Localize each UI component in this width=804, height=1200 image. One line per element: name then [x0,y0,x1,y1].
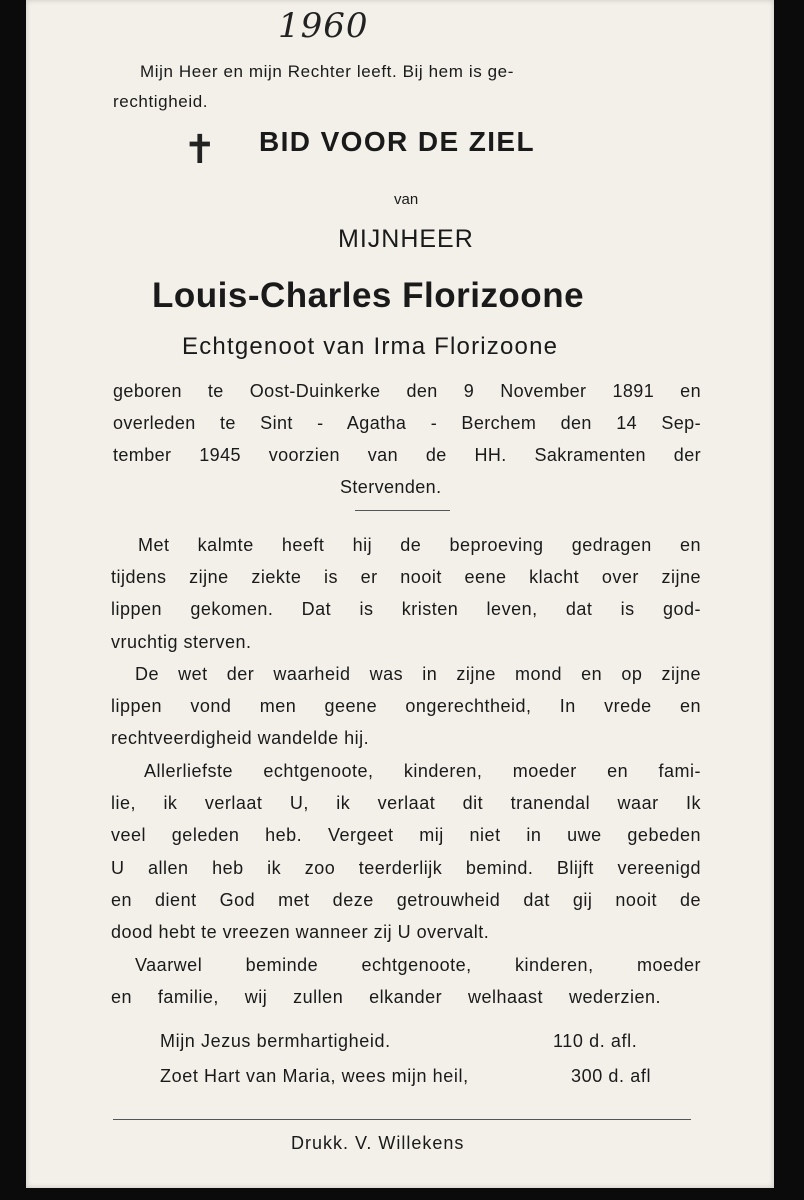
paragraph-3 [111,755,701,948]
title-mijnheer: MIJNHEER [338,225,474,253]
paragraph-4 [111,949,701,1013]
prayer-1-text: Mijn Jezus bermhartigheid. [160,1031,391,1051]
bio-line-2: overleden te Sint - Agatha - Berchem den 14 Sep- [113,413,701,433]
bio-line-1: geboren te Oost-Duinkerke den 9 November 1891 en [113,381,701,401]
prayer-1-indulgence: 110 d. afl. [553,1031,638,1051]
paragraph-line: Vaarwel beminde echtgenoote, kinderen, moeder [135,955,701,975]
spouse-line: Echtgenoot van Irma Florizoone [182,333,559,360]
bio-line-4: Stervenden. [340,477,442,497]
paragraph-line: De wet der waarheid was in zijne mond en op zijne [135,664,701,684]
paragraph-line: en dient God met deze getrouwheid dat gij nooit de [111,889,701,910]
paragraph-line: rechtveerdigheid wandelde hij. [111,728,370,749]
paragraph-line: dood hebt te vreezen wanneer zij U overvalt. [111,921,490,942]
paragraph-line: lippen gekomen. Dat is kristen leven, dat is god- [111,599,701,620]
paragraph-line: vruchtig sterven. [111,631,252,652]
paragraph-2 [111,658,701,755]
paragraph-line: lippen vond men geene ongerechtheid, In vrede en [111,696,701,717]
short-divider [355,510,450,511]
bio-line-3: tember 1945 voorzien van de HH. Sakramenten der [113,445,701,465]
cross-icon: ✝ [183,128,217,172]
epigraph-line-1: Mijn Heer en mijn Rechter leeft. Bij hem is ge- [140,62,514,81]
paragraph-line: tijdens zijne ziekte is er nooit eene klacht over zijne [111,567,701,588]
epigraph-line-2: rechtigheid. [113,92,209,111]
van-label: van [394,191,419,208]
paragraph-line: en familie, wij zullen elkander welhaast wederzien. [111,987,661,1008]
paragraph-line: veel geleden heb. Vergeet mij niet in uwe gebeden [111,825,701,846]
heading-bid-voor-de-ziel: BID VOOR DE ZIEL [259,126,535,157]
deceased-name: Louis-Charles Florizoone [152,276,585,315]
prayer-2-text: Zoet Hart van Maria, wees mijn heil, [160,1066,469,1086]
handwritten-year-note: 1960 [278,6,369,46]
paragraph-line: U allen heb ik zoo teerderlijk bemind. Blijft vereenigd [111,857,701,878]
bottom-divider [113,1119,691,1120]
paragraph-line: lie, ik verlaat U, ik verlaat dit tranendal waar Ik [111,793,701,814]
paragraph-line: Met kalmte heeft hij de beproeving gedragen en [138,535,701,555]
paragraph-line: Allerliefste echtgenoote, kinderen, moeder en fami- [144,761,701,781]
prayer-2-indulgence: 300 d. afl [571,1066,652,1086]
paragraph-1 [111,529,701,658]
printer-credit: Drukk. V. Willekens [291,1133,465,1153]
